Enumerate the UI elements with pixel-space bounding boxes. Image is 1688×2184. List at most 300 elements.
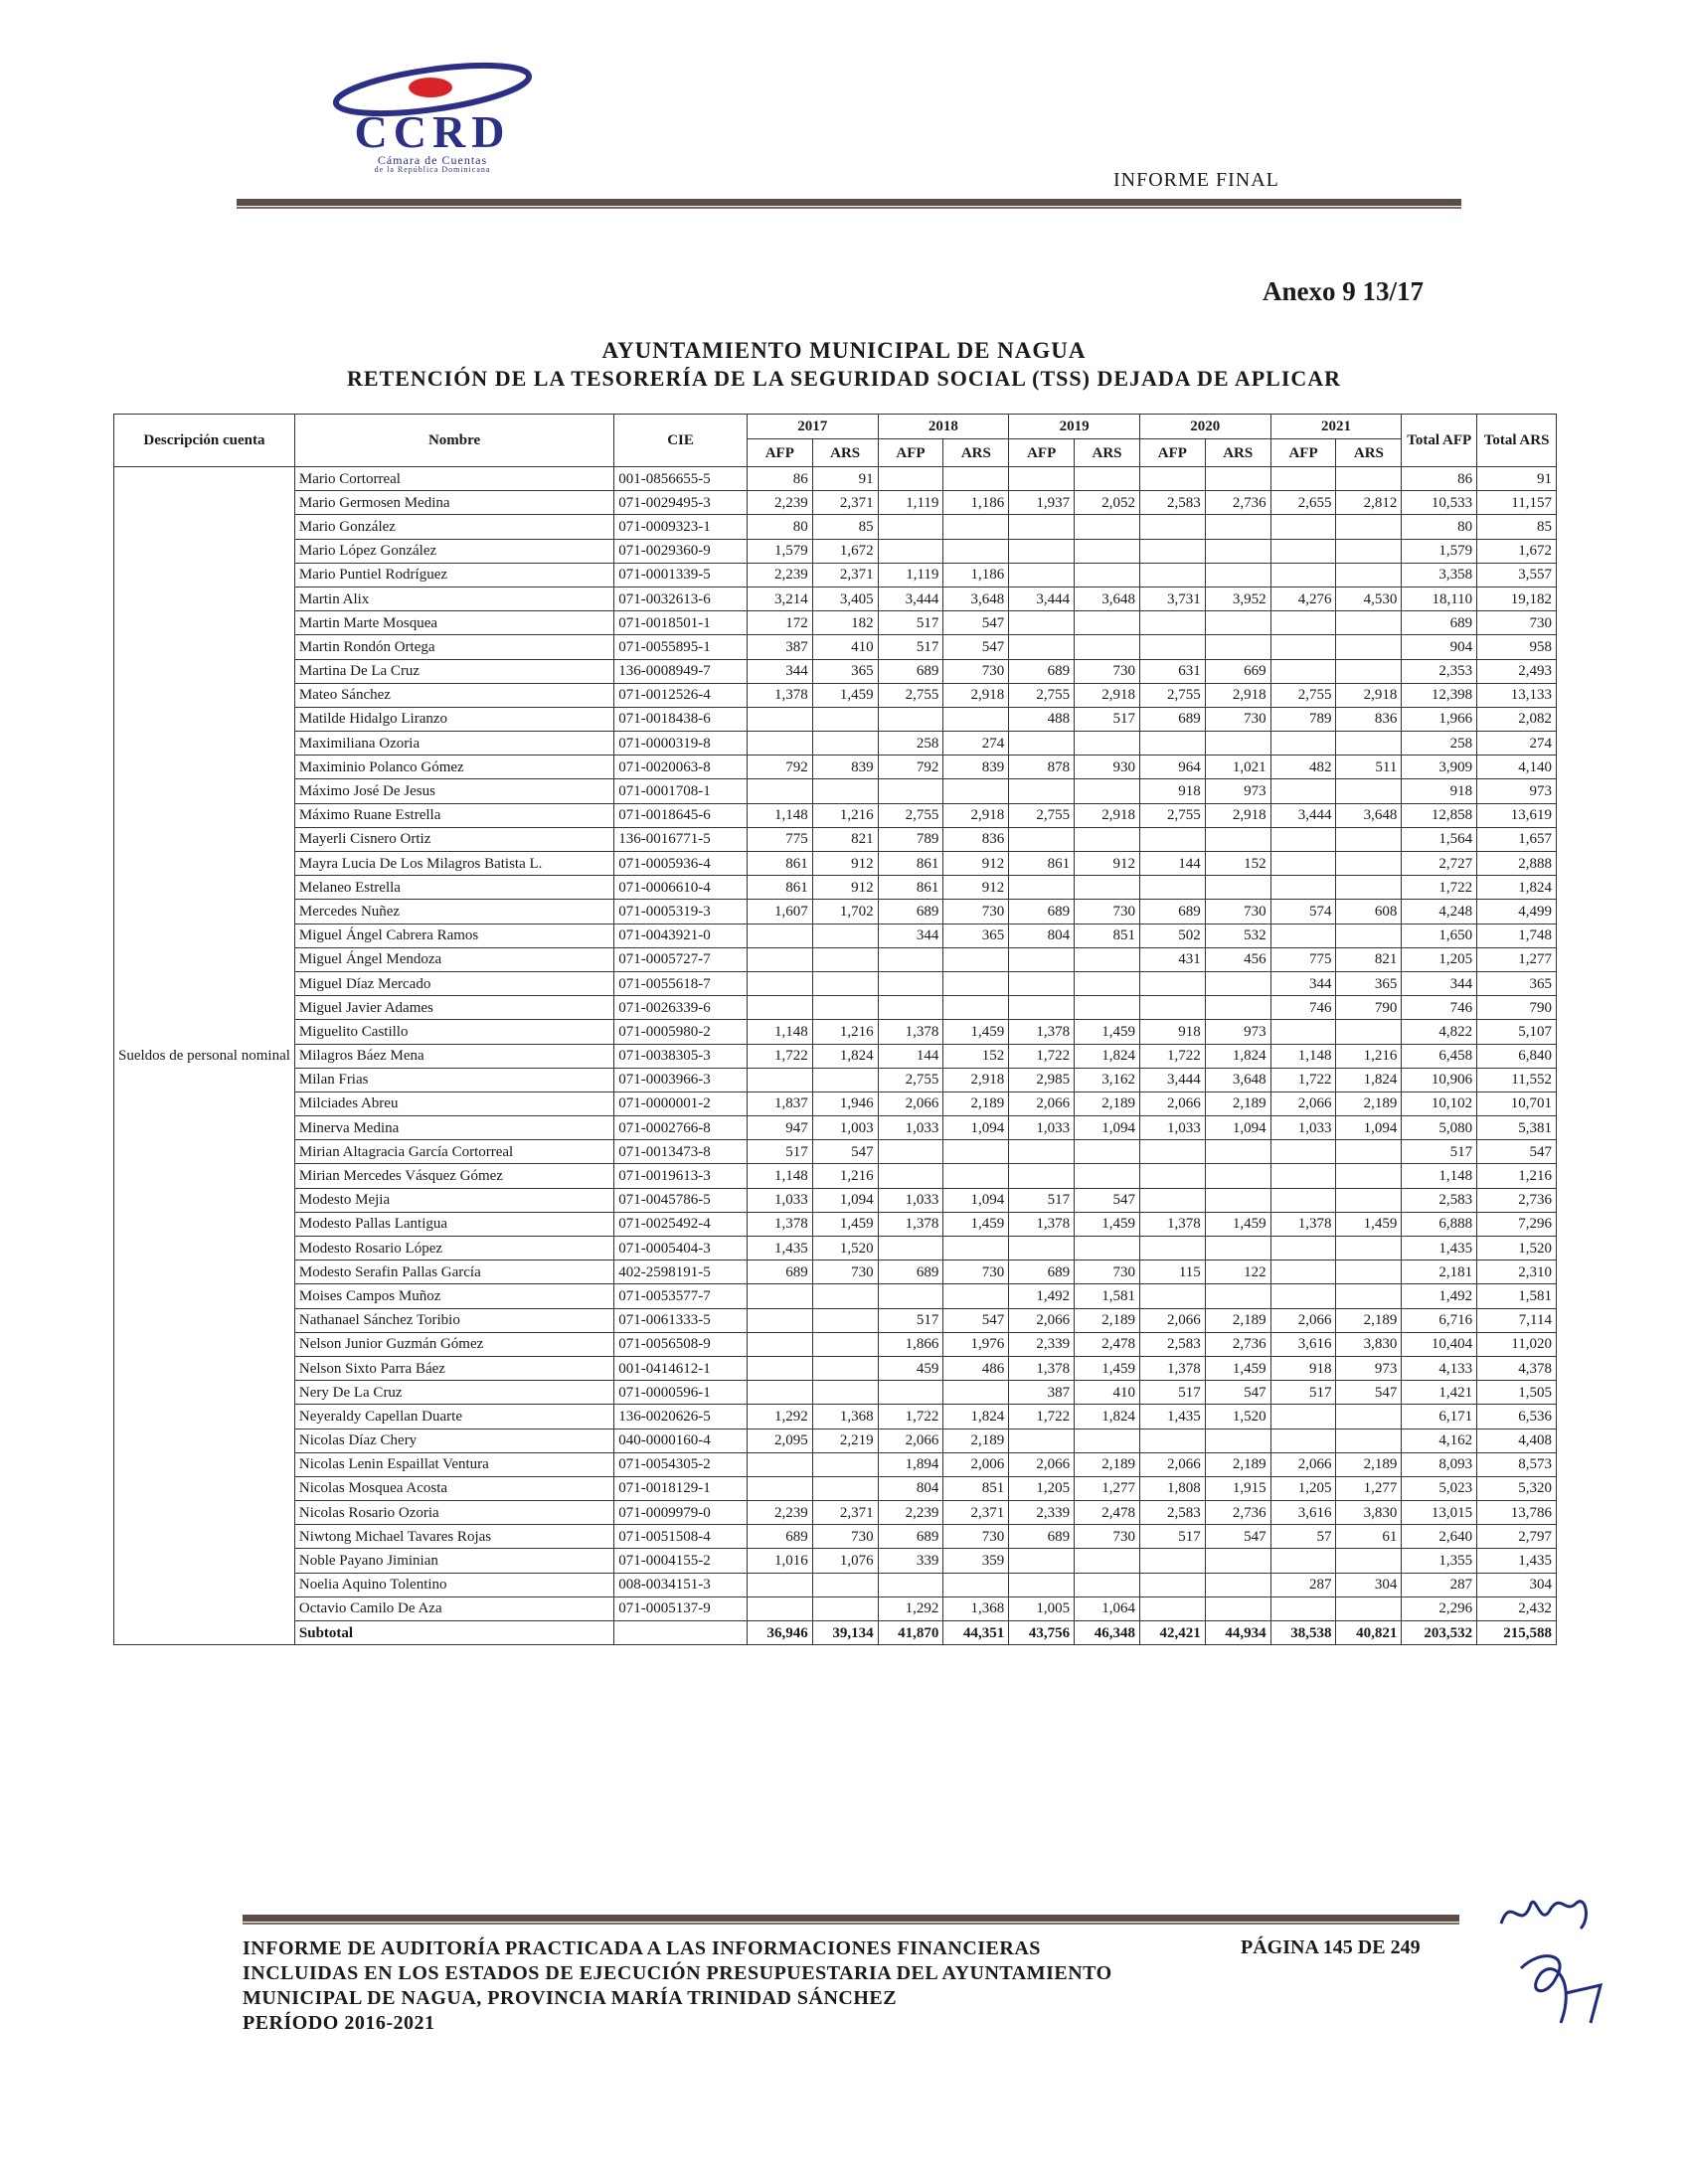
subtotal-amount: 36,946	[747, 1621, 812, 1645]
table-row	[114, 852, 1557, 876]
amount-cell: 11,020	[1477, 1332, 1557, 1356]
amount-cell	[1139, 611, 1205, 635]
amount-cell: 2,755	[878, 683, 943, 707]
amount-cell: 912	[943, 876, 1009, 900]
amount-cell: 517	[1270, 1381, 1336, 1405]
amount-cell: 3,648	[943, 587, 1009, 610]
employee-name: Miguel Ángel Cabrera Ramos	[294, 924, 613, 947]
amount-cell	[812, 779, 878, 803]
amount-cell: 1,292	[878, 1596, 943, 1620]
amount-cell	[747, 924, 812, 947]
employee-name: Mario Puntiel Rodríguez	[294, 563, 613, 587]
amount-cell: 730	[1075, 900, 1140, 924]
amount-cell: 1,808	[1139, 1476, 1205, 1500]
amount-cell: 2,189	[1205, 1452, 1270, 1476]
amount-cell: 789	[878, 827, 943, 851]
amount-cell: 6,171	[1402, 1405, 1477, 1428]
header-year-2018: 2018	[878, 415, 1009, 439]
table-row	[114, 756, 1557, 779]
employee-name: Miguel Javier Adames	[294, 996, 613, 1020]
amount-cell: 2,655	[1270, 491, 1336, 515]
amount-cell: 2,066	[1270, 1308, 1336, 1332]
amount-cell	[878, 779, 943, 803]
amount-cell: 775	[1270, 947, 1336, 971]
amount-cell: 730	[1477, 611, 1557, 635]
employee-cie: 071-0038305-3	[614, 1044, 748, 1068]
amount-cell: 918	[1402, 779, 1477, 803]
amount-cell: 1,976	[943, 1332, 1009, 1356]
header-ars: ARS	[812, 439, 878, 467]
amount-cell: 1,119	[878, 563, 943, 587]
amount-cell	[1009, 1428, 1075, 1452]
logo-subtitle-2: de la República Dominicana	[374, 165, 491, 174]
amount-cell: 1,824	[1477, 876, 1557, 900]
header-afp: AFP	[747, 439, 812, 467]
employee-name: Moises Campos Muñoz	[294, 1284, 613, 1308]
employee-cie: 071-0001339-5	[614, 563, 748, 587]
amount-cell: 839	[943, 756, 1009, 779]
amount-cell	[1075, 611, 1140, 635]
amount-cell: 547	[1477, 1140, 1557, 1164]
subtotal-amount: 39,134	[812, 1621, 878, 1645]
amount-cell: 274	[943, 732, 1009, 756]
employee-cie: 071-0005137-9	[614, 1596, 748, 1620]
footer-line-1: INFORME DE AUDITORÍA PRACTICADA A LAS INFORMACIONES FINANCIERAS	[243, 1937, 1041, 1959]
amount-cell	[812, 1356, 878, 1380]
amount-cell: 836	[1336, 707, 1402, 731]
table-row	[114, 587, 1557, 610]
header-year-2017: 2017	[747, 415, 878, 439]
amount-cell: 304	[1336, 1573, 1402, 1596]
amount-cell: 547	[1336, 1381, 1402, 1405]
amount-cell: 3,444	[1009, 587, 1075, 610]
amount-cell	[878, 996, 943, 1020]
amount-cell: 547	[943, 1308, 1009, 1332]
amount-cell	[1009, 563, 1075, 587]
amount-cell: 930	[1075, 756, 1140, 779]
amount-cell: 6,888	[1402, 1212, 1477, 1236]
table-row	[114, 827, 1557, 851]
amount-cell: 789	[1270, 707, 1336, 731]
amount-cell	[812, 1068, 878, 1092]
table-row	[114, 1260, 1557, 1284]
table-row	[114, 1068, 1557, 1092]
amount-cell	[1205, 1140, 1270, 1164]
amount-cell: 547	[1205, 1525, 1270, 1549]
amount-cell	[1336, 852, 1402, 876]
amount-cell: 85	[812, 515, 878, 539]
employee-name: Máximo Ruane Estrella	[294, 803, 613, 827]
employee-cie: 402-2598191-5	[614, 1260, 748, 1284]
amount-cell	[1009, 1549, 1075, 1573]
employee-cie: 071-0009979-0	[614, 1501, 748, 1525]
amount-cell: 1,824	[1205, 1044, 1270, 1068]
employee-name: Modesto Serafin Pallas García	[294, 1260, 613, 1284]
employee-name: Maximiliana Ozoria	[294, 732, 613, 756]
footer-rule-thin	[243, 1923, 1459, 1925]
amount-cell: 1,064	[1075, 1596, 1140, 1620]
amount-cell	[1205, 1284, 1270, 1308]
amount-cell: 2,755	[1270, 683, 1336, 707]
amount-cell	[812, 947, 878, 971]
amount-cell: 2,755	[1139, 683, 1205, 707]
table-row	[114, 1308, 1557, 1332]
amount-cell	[1205, 1188, 1270, 1212]
amount-cell	[1139, 1284, 1205, 1308]
amount-cell	[812, 1476, 878, 1500]
subtotal-amount: 40,821	[1336, 1621, 1402, 1645]
employee-name: Milagros Báez Mena	[294, 1044, 613, 1068]
amount-cell: 91	[1477, 467, 1557, 491]
amount-cell: 2,339	[1009, 1332, 1075, 1356]
amount-cell: 459	[878, 1356, 943, 1380]
amount-cell	[747, 1573, 812, 1596]
amount-cell: 5,320	[1477, 1476, 1557, 1500]
amount-cell	[1270, 1020, 1336, 1044]
amount-cell	[1075, 971, 1140, 995]
amount-cell: 144	[1139, 852, 1205, 876]
amount-cell	[747, 1308, 812, 1332]
tss-table	[113, 414, 1557, 1645]
amount-cell: 1,094	[1205, 1116, 1270, 1140]
amount-cell	[1139, 1573, 1205, 1596]
amount-cell: 3,557	[1477, 563, 1557, 587]
amount-cell: 861	[878, 852, 943, 876]
page-subtitle: RETENCIÓN DE LA TESORERÍA DE LA SEGURIDAD SOCIAL (TSS) DEJADA DE APLICAR	[346, 366, 1342, 391]
amount-cell: 3,830	[1336, 1501, 1402, 1525]
amount-cell: 2,066	[1139, 1092, 1205, 1115]
amount-cell: 839	[812, 756, 878, 779]
amount-cell: 2,189	[1075, 1308, 1140, 1332]
amount-cell	[1336, 515, 1402, 539]
amount-cell: 1,866	[878, 1332, 943, 1356]
amount-cell: 2,189	[1336, 1092, 1402, 1115]
amount-cell	[1270, 539, 1336, 563]
amount-cell: 86	[747, 467, 812, 491]
amount-cell	[1009, 539, 1075, 563]
amount-cell: 1,003	[812, 1116, 878, 1140]
amount-cell	[1336, 1237, 1402, 1260]
employee-name: Mayra Lucia De Los Milagros Batista L.	[294, 852, 613, 876]
amount-cell	[1336, 1260, 1402, 1284]
header-rule	[237, 199, 1461, 206]
employee-cie: 071-0000319-8	[614, 732, 748, 756]
table-row	[114, 924, 1557, 947]
employee-name: Nelson Sixto Parra Báez	[294, 1356, 613, 1380]
amount-cell	[747, 1356, 812, 1380]
amount-cell: 2,755	[878, 1068, 943, 1092]
table-row	[114, 900, 1557, 924]
amount-cell	[1205, 563, 1270, 587]
amount-cell	[1336, 1405, 1402, 1428]
amount-cell: 730	[943, 1525, 1009, 1549]
amount-cell: 912	[812, 876, 878, 900]
amount-cell: 3,648	[1205, 1068, 1270, 1092]
amount-cell: 1,094	[1075, 1116, 1140, 1140]
amount-cell: 1,277	[1075, 1476, 1140, 1500]
employee-cie: 071-0013473-8	[614, 1140, 748, 1164]
amount-cell	[1270, 635, 1336, 659]
employee-name: Nicolas Mosquea Acosta	[294, 1476, 613, 1500]
header-ars: ARS	[1336, 439, 1402, 467]
amount-cell: 1,005	[1009, 1596, 1075, 1620]
employee-name: Martin Marte Mosquea	[294, 611, 613, 635]
employee-cie: 008-0034151-3	[614, 1573, 748, 1596]
amount-cell	[1336, 1140, 1402, 1164]
amount-cell: 1,520	[812, 1237, 878, 1260]
amount-cell: 258	[878, 732, 943, 756]
amount-cell: 1,033	[1009, 1116, 1075, 1140]
employee-cie: 071-0001708-1	[614, 779, 748, 803]
table-row	[114, 539, 1557, 563]
amount-cell	[812, 1573, 878, 1596]
amount-cell: 918	[1270, 1356, 1336, 1380]
amount-cell	[812, 996, 878, 1020]
amount-cell: 6,716	[1402, 1308, 1477, 1332]
amount-cell	[747, 947, 812, 971]
employee-cie: 071-0029360-9	[614, 539, 748, 563]
amount-cell: 2,583	[1402, 1188, 1477, 1212]
amount-cell: 973	[1205, 779, 1270, 803]
amount-cell	[747, 1476, 812, 1500]
amount-cell: 4,499	[1477, 900, 1557, 924]
amount-cell: 2,310	[1477, 1260, 1557, 1284]
amount-cell: 5,381	[1477, 1116, 1557, 1140]
amount-cell	[1205, 635, 1270, 659]
amount-cell: 730	[943, 659, 1009, 683]
amount-cell: 1,581	[1075, 1284, 1140, 1308]
amount-cell: 517	[878, 611, 943, 635]
subtotal-amount: 38,538	[1270, 1621, 1336, 1645]
employee-cie: 071-0026339-6	[614, 996, 748, 1020]
amount-cell: 689	[878, 1525, 943, 1549]
amount-cell: 6,536	[1477, 1405, 1557, 1428]
amount-cell: 1,277	[1477, 947, 1557, 971]
amount-cell	[1139, 1428, 1205, 1452]
amount-cell	[1270, 924, 1336, 947]
amount-cell: 1,216	[812, 1020, 878, 1044]
employee-cie: 071-0032613-6	[614, 587, 748, 610]
amount-cell	[1075, 1549, 1140, 1573]
amount-cell	[878, 707, 943, 731]
table-row	[114, 1501, 1557, 1525]
amount-cell	[878, 515, 943, 539]
amount-cell	[1336, 635, 1402, 659]
amount-cell: 410	[1075, 1381, 1140, 1405]
amount-cell: 2,736	[1205, 1332, 1270, 1356]
employee-cie: 071-0005980-2	[614, 1020, 748, 1044]
amount-cell: 689	[747, 1260, 812, 1284]
footer-text	[243, 1936, 1237, 2036]
amount-cell: 517	[1139, 1381, 1205, 1405]
amount-cell: 2,583	[1139, 491, 1205, 515]
amount-cell	[1205, 1237, 1270, 1260]
amount-cell: 2,888	[1477, 852, 1557, 876]
amount-cell: 1,094	[943, 1188, 1009, 1212]
amount-cell: 2,181	[1402, 1260, 1477, 1284]
amount-cell: 10,701	[1477, 1092, 1557, 1115]
amount-cell	[878, 539, 943, 563]
amount-cell: 274	[1477, 732, 1557, 756]
employee-cie: 071-0029495-3	[614, 491, 748, 515]
employee-name: Neyeraldy Capellan Duarte	[294, 1405, 613, 1428]
amount-cell: 912	[1075, 852, 1140, 876]
amount-cell: 3,648	[1336, 803, 1402, 827]
amount-cell: 11,157	[1477, 491, 1557, 515]
amount-cell: 1,435	[1477, 1549, 1557, 1573]
amount-cell	[1139, 1237, 1205, 1260]
page-number: PÁGINA 145 DE 249	[1241, 1936, 1421, 1958]
header-year-2020: 2020	[1139, 415, 1270, 439]
table-body	[114, 467, 1557, 1645]
table-row	[114, 1140, 1557, 1164]
amount-cell: 2,066	[1009, 1092, 1075, 1115]
table-row	[114, 1573, 1557, 1596]
amount-cell: 19,182	[1477, 587, 1557, 610]
table-row	[114, 491, 1557, 515]
amount-cell: 1,033	[878, 1116, 943, 1140]
subtotal-amount: 44,934	[1205, 1621, 1270, 1645]
amount-cell: 486	[943, 1356, 1009, 1380]
amount-cell: 517	[1075, 707, 1140, 731]
employee-cie: 071-0002766-8	[614, 1116, 748, 1140]
amount-cell: 2,918	[1336, 683, 1402, 707]
amount-cell: 517	[1009, 1188, 1075, 1212]
amount-cell: 547	[943, 611, 1009, 635]
employee-cie: 071-0018501-1	[614, 611, 748, 635]
amount-cell	[1075, 563, 1140, 587]
amount-cell: 152	[1205, 852, 1270, 876]
amount-cell: 2,189	[1205, 1308, 1270, 1332]
amount-cell: 57	[1270, 1525, 1336, 1549]
amount-cell	[1139, 876, 1205, 900]
amount-cell: 488	[1009, 707, 1075, 731]
amount-cell: 1,216	[1477, 1164, 1557, 1188]
header-cie: CIE	[614, 415, 748, 467]
table-row	[114, 1044, 1557, 1068]
employee-name: Niwtong Michael Tavares Rojas	[294, 1525, 613, 1549]
amount-cell: 1,033	[1139, 1116, 1205, 1140]
amount-cell: 4,162	[1402, 1428, 1477, 1452]
amount-cell	[1270, 467, 1336, 491]
amount-cell: 1,894	[878, 1452, 943, 1476]
amount-cell: 2,066	[1270, 1452, 1336, 1476]
table-row	[114, 947, 1557, 971]
amount-cell	[747, 1596, 812, 1620]
amount-cell: 532	[1205, 924, 1270, 947]
amount-cell	[1205, 971, 1270, 995]
amount-cell: 1,205	[1402, 947, 1477, 971]
table-row	[114, 1476, 1557, 1500]
amount-cell	[1139, 1549, 1205, 1573]
amount-cell	[1336, 876, 1402, 900]
amount-cell: 1,021	[1205, 756, 1270, 779]
amount-cell	[878, 1381, 943, 1405]
amount-cell	[1270, 1284, 1336, 1308]
employee-cie: 071-0055618-7	[614, 971, 748, 995]
amount-cell: 13,619	[1477, 803, 1557, 827]
amount-cell: 689	[878, 659, 943, 683]
subtotal-amount: 43,756	[1009, 1621, 1075, 1645]
amount-cell	[812, 1452, 878, 1476]
amount-cell: 365	[812, 659, 878, 683]
amount-cell: 861	[747, 876, 812, 900]
amount-cell: 91	[812, 467, 878, 491]
amount-cell: 1,824	[1075, 1405, 1140, 1428]
amount-cell: 1,378	[878, 1212, 943, 1236]
amount-cell	[943, 1573, 1009, 1596]
amount-cell: 804	[878, 1476, 943, 1500]
amount-cell: 1,650	[1402, 924, 1477, 947]
amount-cell: 2,478	[1075, 1332, 1140, 1356]
amount-cell: 547	[812, 1140, 878, 1164]
amount-cell: 3,616	[1270, 1501, 1336, 1525]
amount-cell: 1,459	[812, 1212, 878, 1236]
table-row	[114, 707, 1557, 731]
amount-cell	[1139, 467, 1205, 491]
amount-cell: 2,066	[1009, 1452, 1075, 1476]
amount-cell: 730	[1075, 659, 1140, 683]
amount-cell: 1,607	[747, 900, 812, 924]
amount-cell: 517	[1402, 1140, 1477, 1164]
employee-name: Matilde Hidalgo Liranzo	[294, 707, 613, 731]
amount-cell: 387	[1009, 1381, 1075, 1405]
amount-cell: 3,162	[1075, 1068, 1140, 1092]
amount-cell	[747, 971, 812, 995]
account-description: Sueldos de personal nominal	[114, 467, 295, 1645]
amount-cell: 13,786	[1477, 1501, 1557, 1525]
amount-cell: 2,755	[1009, 683, 1075, 707]
amount-cell	[1270, 1549, 1336, 1573]
amount-cell: 2,239	[878, 1501, 943, 1525]
amount-cell: 4,248	[1402, 900, 1477, 924]
amount-cell: 1,378	[1009, 1212, 1075, 1236]
header-year-2021: 2021	[1270, 415, 1402, 439]
amount-cell	[878, 467, 943, 491]
amount-cell	[1139, 515, 1205, 539]
amount-cell: 861	[1009, 852, 1075, 876]
amount-cell: 61	[1336, 1525, 1402, 1549]
amount-cell: 746	[1402, 996, 1477, 1020]
amount-cell	[812, 1284, 878, 1308]
table-row	[114, 1212, 1557, 1236]
amount-cell: 1,378	[878, 1020, 943, 1044]
page-title: AYUNTAMIENTO MUNICIPAL DE NAGUA	[601, 338, 1087, 363]
amount-cell: 1,216	[812, 1164, 878, 1188]
employee-name: Martin Alix	[294, 587, 613, 610]
table-row	[114, 779, 1557, 803]
amount-cell: 2,583	[1139, 1332, 1205, 1356]
table-row	[114, 1428, 1557, 1452]
amount-cell: 182	[812, 611, 878, 635]
table-row	[114, 1092, 1557, 1115]
handwritten-signature-icon	[1481, 1874, 1640, 2033]
employee-cie: 071-0012526-4	[614, 683, 748, 707]
employee-cie: 071-0009323-1	[614, 515, 748, 539]
table-row	[114, 1525, 1557, 1549]
employee-name: Nicolas Rosario Ozoria	[294, 1501, 613, 1525]
amount-cell: 2,755	[1139, 803, 1205, 827]
amount-cell: 2,066	[878, 1092, 943, 1115]
amount-cell: 2,918	[943, 1068, 1009, 1092]
amount-cell: 792	[747, 756, 812, 779]
header-afp: AFP	[1270, 439, 1336, 467]
employee-cie: 071-0054305-2	[614, 1452, 748, 1476]
amount-cell	[1009, 1164, 1075, 1188]
amount-cell: 1,459	[1075, 1020, 1140, 1044]
amount-cell	[1336, 732, 1402, 756]
amount-cell	[1270, 1428, 1336, 1452]
